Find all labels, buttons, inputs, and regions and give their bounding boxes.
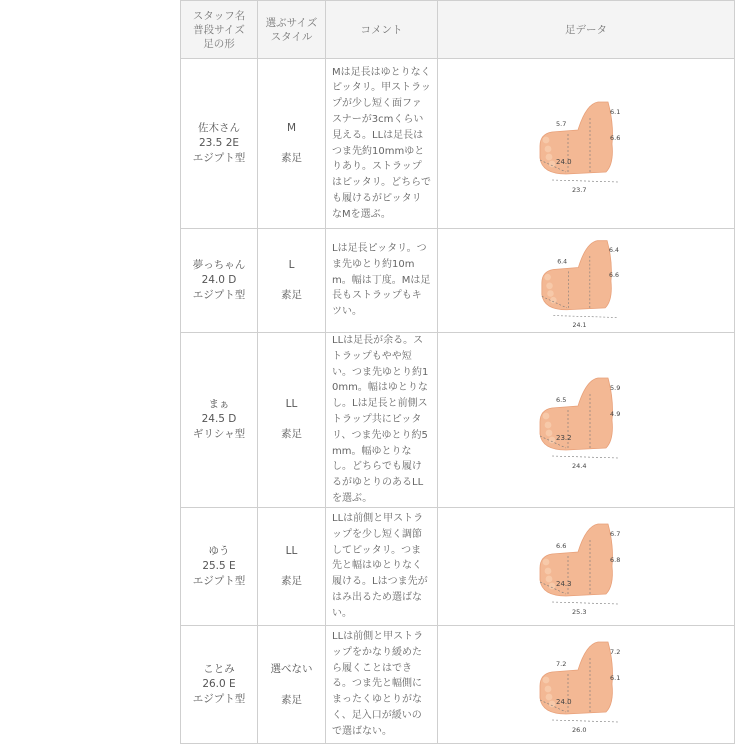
staff-foot-shape: エジプト型 bbox=[192, 692, 246, 705]
toe-mark bbox=[545, 568, 552, 575]
toe-mark bbox=[547, 290, 554, 297]
staff-name: ゆう bbox=[208, 544, 230, 557]
instep-height-value: 5.9 bbox=[610, 383, 621, 392]
ball-width-value: 24.0 bbox=[556, 157, 572, 166]
foot-diagram bbox=[526, 94, 646, 194]
foot-length-value: 24.1 bbox=[572, 321, 587, 329]
toe-mark bbox=[545, 421, 552, 428]
instep-height-value: 6.4 bbox=[609, 246, 619, 254]
measure-line bbox=[552, 720, 618, 722]
toe-mark bbox=[546, 282, 553, 289]
toe-mark bbox=[544, 273, 551, 280]
foot-diagram bbox=[526, 516, 646, 616]
chosen-size: 選べない bbox=[270, 663, 313, 676]
staff-name: 佐木さん bbox=[198, 122, 240, 134]
staff-foot-shape: エジプト型 bbox=[192, 289, 246, 301]
table-header-row bbox=[181, 1, 735, 59]
table-row bbox=[181, 333, 735, 508]
toe-height-value: 7.2 bbox=[556, 660, 567, 669]
foot-data-cell bbox=[438, 333, 735, 508]
ball-width-value: 24.0 bbox=[556, 698, 572, 707]
table-row bbox=[181, 59, 735, 229]
measure-line bbox=[553, 315, 616, 317]
staff-usual-size: 25.5 E bbox=[202, 559, 236, 572]
chosen-size: LL bbox=[285, 398, 298, 411]
toe-mark bbox=[549, 701, 556, 708]
staff-usual-size: 24.0 D bbox=[201, 274, 237, 286]
style: 素足 bbox=[281, 289, 302, 301]
foot-data-cell bbox=[438, 625, 735, 743]
comment-cell: Lは足長ピッタリ。つま先ゆとり約10mm。幅は丁度。Mは足長もストラップもキツい。 bbox=[326, 229, 438, 333]
header-foot-data: 足データ bbox=[438, 1, 735, 59]
staff-cell bbox=[181, 59, 258, 229]
instep-height-value: 6.7 bbox=[610, 530, 621, 539]
foot-length-value: 25.3 bbox=[572, 608, 587, 617]
header-size bbox=[258, 1, 326, 59]
toe-mark bbox=[546, 429, 553, 436]
chosen-size: L bbox=[288, 259, 295, 271]
staff-usual-size: 23.5 2E bbox=[198, 137, 240, 149]
foot-data-cell bbox=[438, 507, 735, 625]
chosen-size: LL bbox=[285, 544, 298, 557]
header-staff bbox=[181, 1, 258, 59]
style: 素足 bbox=[281, 152, 302, 164]
toe-height-value: 6.6 bbox=[556, 542, 567, 551]
size-cell bbox=[258, 229, 326, 333]
header-usual-size: 普段サイズ bbox=[193, 23, 245, 36]
staff-cell bbox=[181, 333, 258, 508]
staff-name: 夢っちゃん bbox=[192, 259, 246, 271]
header-foot-shape: 足の形 bbox=[203, 37, 235, 50]
staff-name: まぁ bbox=[208, 398, 230, 411]
chosen-size: M bbox=[286, 122, 297, 134]
toe-mark bbox=[549, 436, 556, 443]
arch-height-value: 6.1 bbox=[610, 674, 621, 683]
size-cell bbox=[258, 625, 326, 743]
staff-cell bbox=[181, 625, 258, 743]
style: 素足 bbox=[281, 694, 302, 707]
header-style: スタイル bbox=[270, 30, 313, 43]
arch-height-value: 6.8 bbox=[610, 556, 621, 565]
foot-data-cell bbox=[438, 59, 735, 229]
toe-mark bbox=[545, 145, 552, 152]
staff-foot-shape: エジプト型 bbox=[192, 574, 246, 587]
foot-length-value: 24.4 bbox=[572, 461, 587, 470]
comment-cell: LLは前側と甲ストラップをかなり緩めたら履くことはできる。つま先と幅側にまったくゆとりがなく、足入口が緩いので選ばない。 bbox=[326, 625, 438, 743]
measure-line bbox=[552, 180, 618, 182]
header-staff-name: スタッフ名 bbox=[192, 9, 246, 22]
toe-height-value: 6.4 bbox=[557, 258, 568, 266]
toe-mark bbox=[549, 583, 556, 590]
measure-line bbox=[552, 602, 618, 604]
comment-cell: LLは足長が余る。ストラップもやや短い。つま先ゆとり約10mm。幅はゆとりなし。Lは足長と前側ストラップ共にピッタリ、つま先ゆとり約5mm。幅ゆとりなし。どちらでも履けるがゆとりのあるLLを選ぶ。 bbox=[326, 333, 438, 508]
staff-name: ことみ bbox=[203, 662, 235, 675]
comment-cell: Mは足長はゆとりなくピッタリ。甲ストラップが少し短く面ファスナーが3cmくらい見える。LLは足長はつま先約10mmゆとりあり。ストラップはピッタリ。どちらでも履けるがピッタリなMを選ぶ。 bbox=[326, 59, 438, 229]
style: 素足 bbox=[281, 428, 302, 441]
toe-mark bbox=[543, 559, 550, 566]
foot-diagram bbox=[526, 370, 646, 470]
toe-mark bbox=[543, 412, 550, 419]
toe-height-value: 6.5 bbox=[556, 395, 567, 404]
comment-cell: LLは前側と甲ストラップを少し短く調節してピッタリ。つま先と幅はゆとりなく履ける。Lはつま先がはみ出るため選ばない。 bbox=[326, 507, 438, 625]
size-cell bbox=[258, 507, 326, 625]
staff-foot-shape: ギリシャ型 bbox=[192, 428, 246, 441]
toe-mark bbox=[550, 296, 557, 303]
toe-mark bbox=[543, 136, 550, 143]
staff-cell bbox=[181, 229, 258, 333]
staff-size-table bbox=[180, 0, 735, 744]
toe-mark bbox=[549, 160, 556, 167]
ball-width-value: 24.3 bbox=[556, 580, 572, 589]
foot-diagram bbox=[526, 233, 646, 329]
table-row bbox=[181, 507, 735, 625]
size-cell bbox=[258, 59, 326, 229]
arch-height-value: 6.6 bbox=[610, 133, 621, 142]
toe-mark bbox=[543, 677, 550, 684]
instep-height-value: 6.1 bbox=[610, 107, 621, 116]
staff-cell bbox=[181, 507, 258, 625]
staff-usual-size: 26.0 E bbox=[202, 677, 236, 690]
toe-height-value: 5.7 bbox=[556, 119, 567, 128]
foot-diagram bbox=[526, 634, 646, 734]
toe-mark bbox=[546, 694, 553, 701]
table-row bbox=[181, 625, 735, 743]
foot-data-cell bbox=[438, 229, 735, 333]
toe-mark bbox=[546, 153, 553, 160]
foot-length-value: 23.7 bbox=[572, 185, 587, 194]
foot-length-value: 26.0 bbox=[572, 726, 587, 735]
staff-usual-size: 24.5 D bbox=[201, 413, 237, 426]
instep-height-value: 7.2 bbox=[610, 648, 621, 657]
arch-height-value: 6.6 bbox=[609, 271, 619, 279]
ball-width-value: 23.2 bbox=[556, 433, 572, 442]
header-chosen-size: 選ぶサイズ bbox=[265, 16, 318, 29]
toe-mark bbox=[546, 576, 553, 583]
header-comment: コメント bbox=[326, 1, 438, 59]
table-row bbox=[181, 229, 735, 333]
staff-foot-shape: エジプト型 bbox=[192, 152, 246, 164]
style: 素足 bbox=[281, 574, 302, 587]
toe-mark bbox=[545, 686, 552, 693]
size-cell bbox=[258, 333, 326, 508]
arch-height-value: 4.9 bbox=[610, 409, 621, 418]
measure-line bbox=[552, 456, 618, 458]
